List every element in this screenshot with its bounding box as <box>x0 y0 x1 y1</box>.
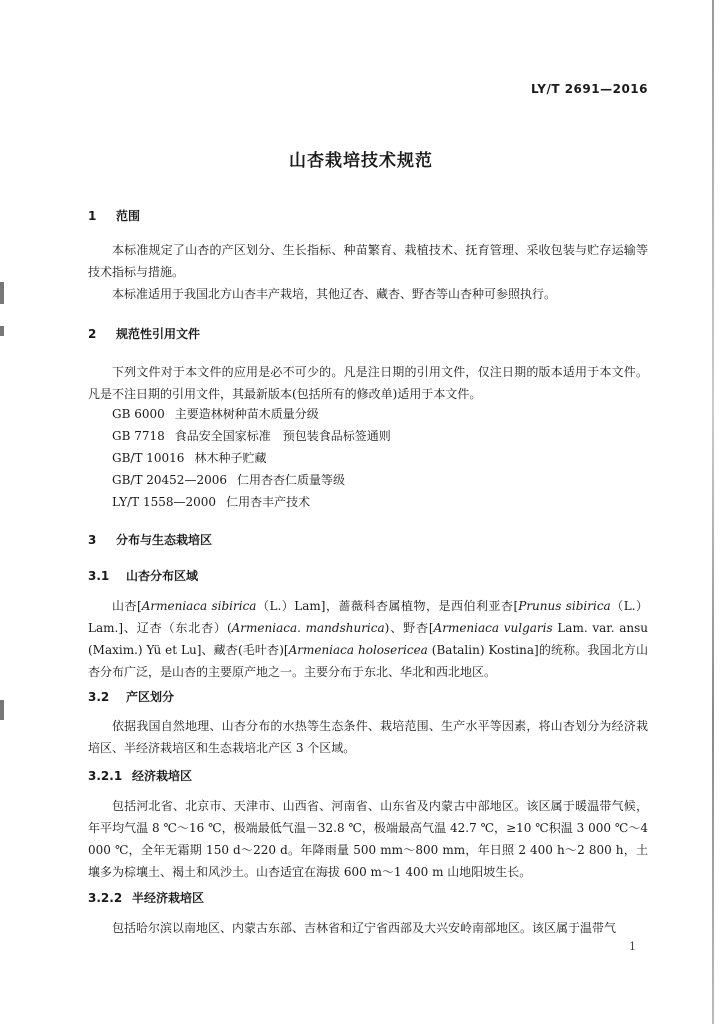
reference-code: LY/T 1558—2000 <box>112 495 217 509</box>
section-3-2-2-heading <box>88 889 204 906</box>
section-title: 产区划分 <box>126 690 175 704</box>
scan-left-mark <box>0 326 4 336</box>
text-run: （L.）Lam]，蔷薇科杏属植物，是西伯利亚杏[ <box>256 599 519 613</box>
standard-number: LY/T 2691—2016 <box>530 82 648 96</box>
reference-item <box>112 403 319 425</box>
section-3-2-paragraph: 依据我国自然地理、山杏分布的水热等生态条件、栽培范围、生产水平等因素，将山杏划分为经济栽培区、半经济栽培区和生态栽培北产区 3 个区域。 <box>88 719 648 755</box>
text-run: 山杏[ <box>112 599 142 613</box>
section-title: 经济栽培区 <box>132 769 193 783</box>
section-3-2-1-heading <box>88 767 192 784</box>
text-run: (Batalin) Kostina]的统称。我国北方山杏分布广泛，是山杏的主要原产地之一。主要分布于东北、华北和西北地区。 <box>88 643 648 679</box>
section-3-heading <box>88 531 212 548</box>
section-title: 分布与生态栽培区 <box>116 533 213 547</box>
section-2-paragraph-1: 下列文件对于本文件的应用是必不可少的。凡是注日期的引用文件，仅注日期的版本适用于本文件。凡是不注日期的引用文件，其最新版本(包括所有的修改单)适用于本文件。 <box>88 365 648 401</box>
reference-code: GB 6000 <box>112 407 165 421</box>
section-title: 范围 <box>116 209 141 223</box>
reference-name: 食品安全国家标准 预包装食品标签通则 <box>174 429 391 443</box>
latin-name: Armeniaca sibirica <box>141 599 257 613</box>
section-1-paragraph-1: 本标准规定了山杏的产区划分、生长指标、种苗繁育、栽植技术、抚育管理、采收包装与贮存运输等技术指标与措施。 <box>88 243 648 279</box>
section-number: 3 <box>88 533 97 547</box>
section-number: 3.2 <box>88 690 110 704</box>
section-1-heading <box>88 207 140 224</box>
reference-item <box>112 447 266 469</box>
section-3-1-paragraph <box>88 595 648 683</box>
reference-name: 仁用杏杏仁质量等级 <box>236 473 345 487</box>
document-title: 山杏栽培技术规范 <box>289 151 433 171</box>
section-3-2-heading <box>88 688 174 705</box>
section-title: 半经济栽培区 <box>132 891 205 905</box>
page-number: 1 <box>629 940 636 953</box>
section-title: 规范性引用文件 <box>116 327 201 341</box>
latin-name: Armeniaca vulgaris <box>433 621 553 635</box>
reference-name: 林木种子贮藏 <box>194 451 267 465</box>
section-title: 山杏分布区域 <box>126 569 199 583</box>
text-run: （L.）Lam.]、辽杏（东北杏）( <box>88 599 649 635</box>
scan-left-mark <box>0 282 4 304</box>
section-3-2-1-paragraph: 包括河北省、北京市、天津市、山西省、河南省、山东省及内蒙古中部地区。该区属于暖温带气候，年平均气温 8 ℃～16 ℃，极端最低气温－32.8 ℃，极端最高气温 42.7 ℃，≥10 ℃积温 3 000 ℃～4 000 ℃，全年无霜期 150 d～220 d。年降雨量 500 mm～800 mm，年日照 2 400 h～2 800 h，土壤多为棕壤土、褐土和风沙土。山杏适宜在海拔 600 m～1 400 m 山地阳坡生长。 <box>88 799 648 879</box>
text-run: Lam. var. ansu (Maxim.) Yü et Lu]、藏杏(毛叶杏)[ <box>88 621 648 657</box>
reference-code: GB 7718 <box>112 429 165 443</box>
reference-item <box>112 469 345 491</box>
section-3-1-heading <box>88 567 198 584</box>
section-number: 3.2.2 <box>88 891 123 905</box>
latin-name: Armeniaca holosericea <box>288 643 428 657</box>
section-3-2-2-paragraph: 包括哈尔滨以南地区、内蒙古东部、吉林省和辽宁省西部及大兴安岭南部地区。该区属于温带气 <box>112 921 617 935</box>
section-2-heading <box>88 325 200 342</box>
section-1-paragraph-2: 本标准适用于我国北方山杏丰产栽培，其他辽杏、藏杏、野杏等山杏种可参照执行。 <box>112 287 557 301</box>
latin-name: Armeniaca. mandshurica <box>231 621 385 635</box>
section-number: 3.1 <box>88 569 110 583</box>
reference-code: GB/T 10016 <box>112 451 185 465</box>
latin-name: Prunus sibirica <box>518 599 611 613</box>
reference-item <box>112 425 391 447</box>
reference-name: 主要造林树种苗木质量分级 <box>174 407 319 421</box>
reference-name: 仁用杏丰产技术 <box>226 495 311 509</box>
section-number: 1 <box>88 209 97 223</box>
section-number: 2 <box>88 327 97 341</box>
text-run: )、野杏[ <box>384 621 434 635</box>
scan-left-mark <box>0 700 4 720</box>
reference-item <box>112 491 310 513</box>
section-number: 3.2.1 <box>88 769 123 783</box>
reference-code: GB/T 20452—2006 <box>112 473 227 487</box>
